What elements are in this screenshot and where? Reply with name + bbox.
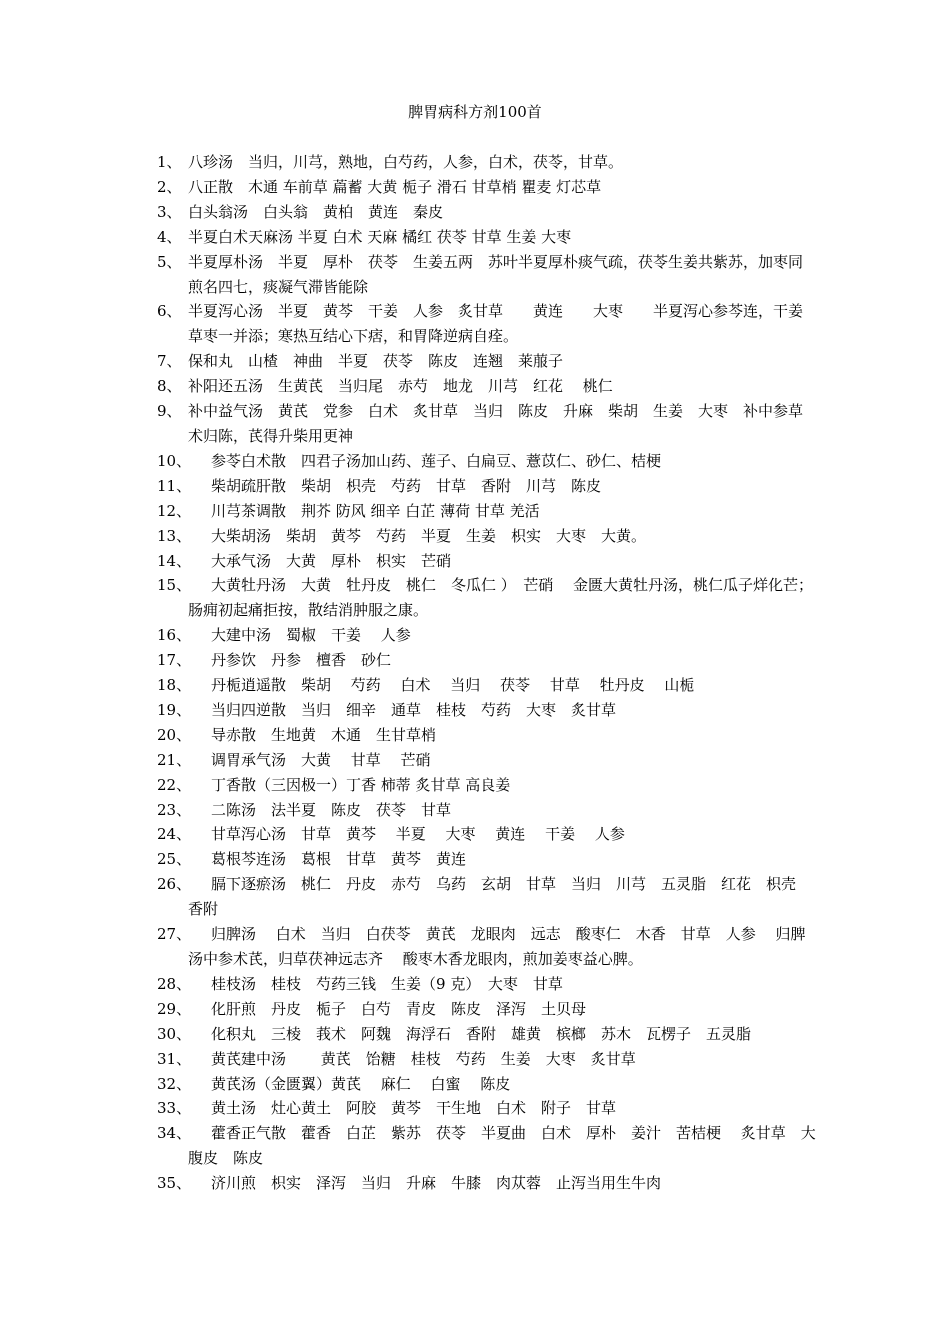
list-item <box>157 798 817 823</box>
list-item-number: 2、 <box>157 177 182 196</box>
list-item-number: 10、 <box>157 451 192 470</box>
list-item-text: 大黄牡丹汤 大黄 牡丹皮 桃仁 冬瓜仁 ） 芒硝 金匮大黄牡丹汤，桃仁瓜子烊化芒；肠痈初起痛拒按，散结消肿服之康。 <box>188 576 814 620</box>
list-item-text: 川芎茶调散 荆芥 防风 细辛 白芷 薄荷 甘草 羌活 <box>211 501 540 520</box>
list-item-text: 二陈汤 法半夏 陈皮 茯苓 甘草 <box>211 800 452 819</box>
list-item-text: 葛根芩连汤 葛根 甘草 黄芩 黄连 <box>211 850 467 869</box>
list-item-number: 29、 <box>157 999 192 1018</box>
list-item <box>157 499 817 524</box>
list-item-text: 参苓白术散 四君子汤加山药、莲子、白扁豆、薏苡仁、砂仁、桔梗 <box>211 451 662 470</box>
list-item-number: 12、 <box>157 501 192 520</box>
list-item <box>157 1171 817 1196</box>
list-item-number: 22、 <box>157 775 192 794</box>
list-item-text: 济川煎 枳实 泽泻 当归 升麻 牛膝 肉苁蓉 止泻当用生牛肉 <box>211 1174 662 1193</box>
list-item-text: 归脾汤 白术 当归 白茯苓 黄芪 龙眼肉 远志 酸枣仁 木香 甘草 人参 归脾汤中参术芪，归草茯神远志齐 酸枣木香龙眼肉，煎加姜枣益心脾。 <box>188 925 806 968</box>
list-item <box>157 1121 817 1171</box>
list-item-text: 柴胡疏肝散 柴胡 枳壳 芍药 甘草 香附 川芎 陈皮 <box>211 476 602 495</box>
list-item-number: 18、 <box>157 676 192 695</box>
list-item <box>157 698 817 723</box>
list-item <box>157 997 817 1022</box>
list-item <box>157 549 817 574</box>
list-item-text: 八珍汤 当归，川芎，熟地，白芍药，人参，白术，茯苓，甘草。 <box>188 153 624 171</box>
list-item-text: 化肝煎 丹皮 栀子 白芍 青皮 陈皮 泽泻 土贝母 <box>211 999 587 1018</box>
list-item-number: 34、 <box>157 1124 192 1143</box>
list-item-number: 23、 <box>157 800 192 819</box>
list-item-text: 丹栀逍遥散 柴胡 芍药 白术 当归 茯苓 甘草 牡丹皮 山栀 <box>211 676 695 695</box>
list-item-number: 26、 <box>157 875 192 894</box>
list-item <box>157 1072 817 1097</box>
list-item <box>157 723 817 748</box>
list-item-number: 16、 <box>157 626 192 645</box>
list-item-number: 9、 <box>157 402 182 421</box>
list-item-number: 32、 <box>157 1074 192 1093</box>
list-item <box>157 250 817 300</box>
list-item-number: 31、 <box>157 1049 192 1068</box>
list-item-number: 24、 <box>157 825 192 844</box>
list-item <box>157 1022 817 1047</box>
list-item-number: 17、 <box>157 651 192 670</box>
list-item-text: 补中益气汤 黄芪 党参 白术 炙甘草 当归 陈皮 升麻 柴胡 生姜 大枣 补中参草术归陈，芪得升柴用更神 <box>188 402 804 445</box>
list-item <box>157 822 817 847</box>
list-item-text: 膈下逐瘀汤 桃仁 丹皮 赤芍 乌药 玄胡 甘草 当归 川芎 五灵脂 红花 枳壳 香附 <box>188 875 812 919</box>
list-item-number: 11、 <box>157 476 192 495</box>
list-item-text: 保和丸 山楂 神曲 半夏 茯苓 陈皮 连翘 莱菔子 <box>188 352 564 371</box>
list-item-number: 35、 <box>157 1174 192 1193</box>
list-item <box>157 374 817 399</box>
list-item-number: 15、 <box>157 576 192 595</box>
list-item-text: 甘草泻心汤 甘草 黄芩 半夏 大枣 黄连 干姜 人参 <box>211 825 625 844</box>
list-item-text: 半夏厚朴汤 半夏 厚朴 茯苓 生姜五两 苏叶半夏厚朴痰气疏，茯苓生姜共紫苏，加枣同煎名四七，痰凝气滞皆能除 <box>188 252 804 296</box>
document-title: 脾胃病科方剂100首 <box>408 103 542 121</box>
list-item-text: 丁香散（三因极一）丁香 柿蒂 炙甘草 高良姜 <box>211 775 511 794</box>
list-item-text: 桂枝汤 桂枝 芍药三钱 生姜（9 克） 大枣 甘草 <box>211 974 563 993</box>
list-item-text: 调胃承气汤 大黄 甘草 芒硝 <box>211 750 431 769</box>
list-item-number: 19、 <box>157 700 192 719</box>
list-item <box>157 847 817 872</box>
list-item <box>157 399 817 449</box>
list-item-text: 丹参饮 丹参 檀香 砂仁 <box>211 651 392 670</box>
list-item-text: 大建中汤 蜀椒 干姜 人参 <box>211 626 411 645</box>
list-item <box>157 449 817 474</box>
list-item-number: 8、 <box>157 377 182 396</box>
list-item-number: 5、 <box>157 252 182 271</box>
list-item-text: 大承气汤 大黄 厚朴 枳实 芒硝 <box>211 551 452 570</box>
list-item-text: 八正散 木通 车前草 萹蓄 大黄 栀子 滑石 甘草梢 瞿麦 灯芯草 <box>188 177 602 196</box>
list-item <box>157 972 817 997</box>
list-item <box>157 673 817 698</box>
list-item-number: 6、 <box>157 302 182 321</box>
list-item-text: 半夏泻心汤 半夏 黄芩 干姜 人参 炙甘草 黄连 大枣 半夏泻心参芩连，干姜草枣一并添；寒热互结心下痞，和胃降逆病自痊。 <box>188 302 804 346</box>
list-item-number: 30、 <box>157 1024 192 1043</box>
list-item <box>157 299 817 349</box>
list-item-number: 14、 <box>157 551 192 570</box>
list-item <box>157 1096 817 1121</box>
list-item-text: 化积丸 三棱 莪术 阿魏 海浮石 香附 雄黄 槟榔 苏木 瓦楞子 五灵脂 <box>211 1024 752 1043</box>
list-item-text: 黄芪汤（金匮翼）黄芪 麻仁 白蜜 陈皮 <box>211 1074 511 1093</box>
list-item <box>157 474 817 499</box>
list-item-text: 大柴胡汤 柴胡 黄芩 芍药 半夏 生姜 枳实 大枣 大黄。 <box>211 526 647 545</box>
list-item-number: 20、 <box>157 725 192 744</box>
list-item <box>157 349 817 374</box>
list-item-text: 黄芪建中汤 黄芪 饴糖 桂枝 芍药 生姜 大枣 炙甘草 <box>211 1049 636 1068</box>
list-item <box>157 748 817 773</box>
list-item-text: 导赤散 生地黄 木通 生甘草梢 <box>211 725 437 744</box>
list-item-number: 27、 <box>157 925 192 944</box>
list-item-number: 25、 <box>157 850 192 869</box>
list-item <box>157 623 817 648</box>
list-item <box>157 175 817 200</box>
list-item <box>157 872 817 922</box>
list-item-number: 1、 <box>157 153 182 171</box>
list-item <box>157 922 817 972</box>
formula-list <box>157 150 817 1196</box>
list-item-text: 当归四逆散 当归 细辛 通草 桂枝 芍药 大枣 炙甘草 <box>211 700 617 719</box>
list-item-number: 13、 <box>157 526 192 545</box>
list-item-number: 4、 <box>157 227 182 246</box>
list-item-text: 黄土汤 灶心黄土 阿胶 黄芩 干生地 白术 附子 甘草 <box>211 1099 617 1118</box>
list-item <box>157 1047 817 1072</box>
list-item-text: 补阳还五汤 生黄芪 当归尾 赤芍 地龙 川芎 红花 桃仁 <box>188 377 613 396</box>
list-item-number: 33、 <box>157 1099 192 1118</box>
list-item <box>157 150 817 175</box>
list-item <box>157 200 817 225</box>
list-item-number: 3、 <box>157 202 182 221</box>
list-item <box>157 524 817 549</box>
list-item-number: 28、 <box>157 974 192 993</box>
list-item-text: 白头翁汤 白头翁 黄柏 黄连 秦皮 <box>188 202 444 221</box>
list-item-text: 藿香正气散 藿香 白芷 紫苏 茯苓 半夏曲 白术 厚朴 姜汁 苦桔梗 炙甘草 大腹皮 陈皮 <box>188 1124 816 1168</box>
list-item <box>157 773 817 798</box>
list-item-number: 7、 <box>157 352 182 371</box>
list-item-number: 21、 <box>157 750 192 769</box>
list-item <box>157 573 817 623</box>
list-item <box>157 225 817 250</box>
list-item-text: 半夏白术天麻汤 半夏 白术 天麻 橘红 茯苓 甘草 生姜 大枣 <box>188 227 572 246</box>
list-item <box>157 648 817 673</box>
